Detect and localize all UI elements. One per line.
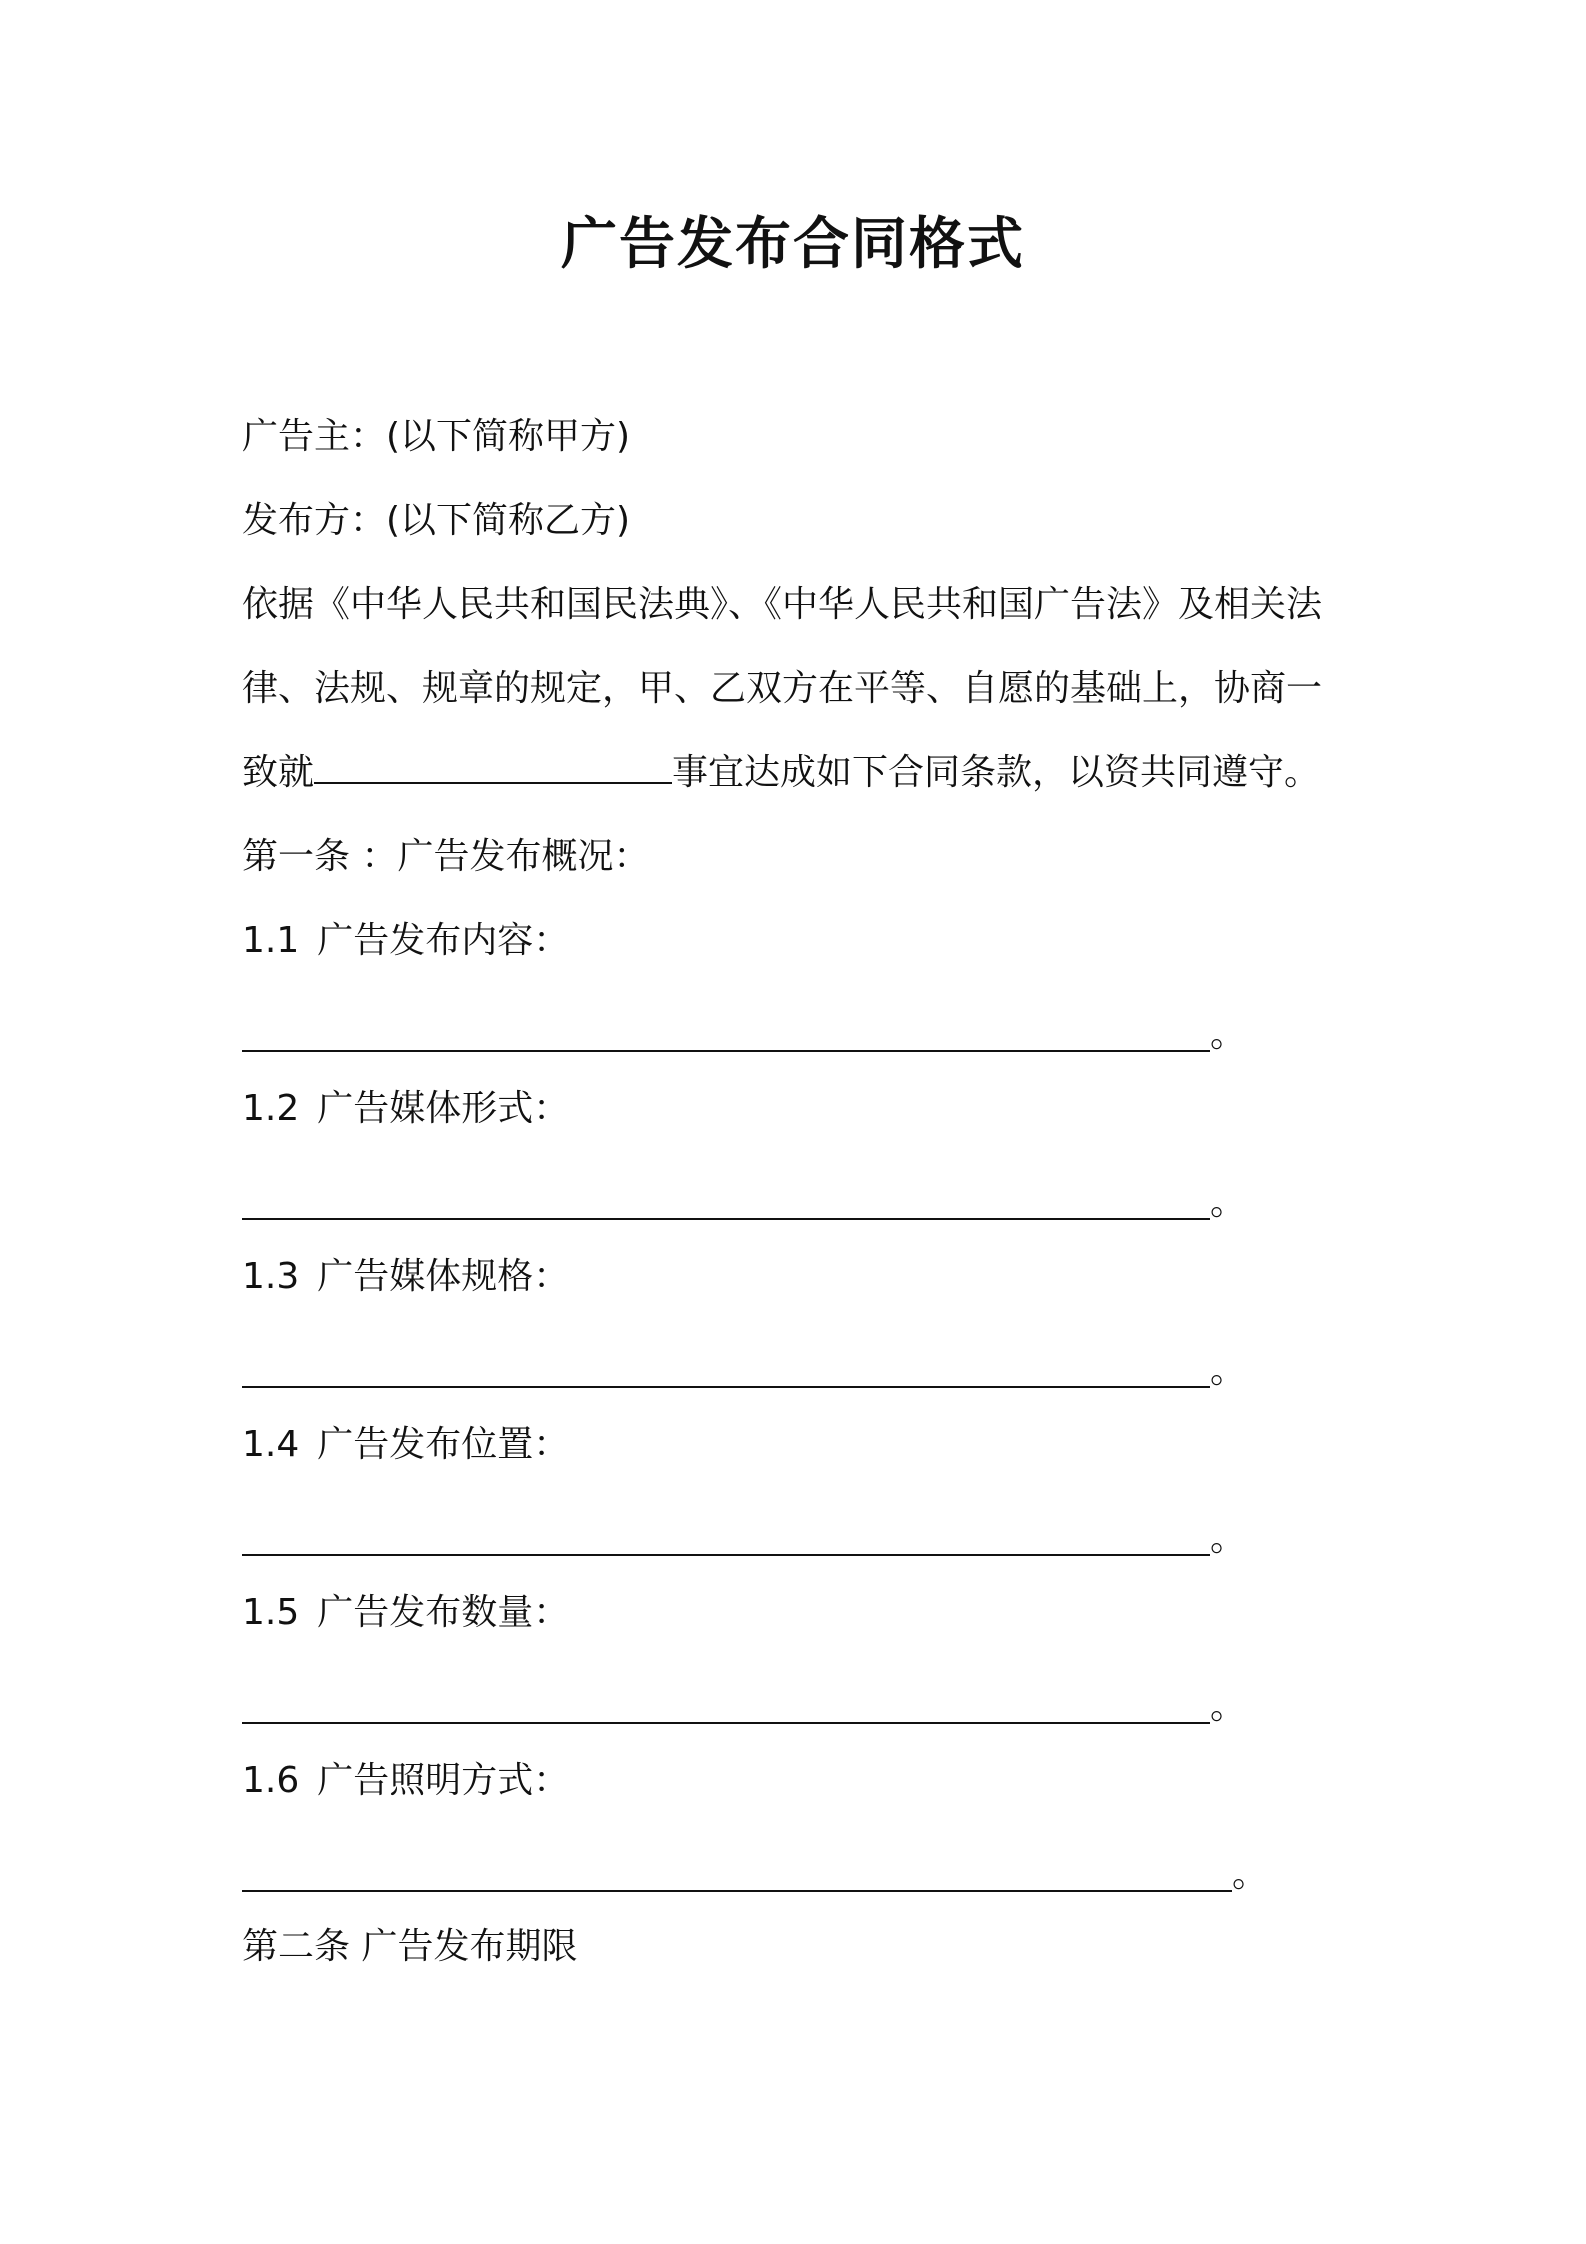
document-title: 广告发布合同格式	[561, 212, 1025, 277]
article2-heading: 第二条 广告发布期限	[242, 1926, 578, 1967]
item-1-6-fill-line[interactable]	[242, 1850, 1269, 1900]
item-label: 广告媒体规格：	[317, 1256, 570, 1297]
item-label: 广告发布内容：	[317, 920, 570, 961]
preamble-line-3-suffix: 事宜达成如下合同条款，以资共同遵守。	[672, 752, 1321, 793]
line-end-period: 。	[1210, 1518, 1247, 1559]
item-label: 广告发布位置：	[317, 1424, 570, 1465]
preamble-line-3-prefix: 致就	[242, 752, 315, 793]
publisher-line: 发布方：(以下简称乙方)	[242, 500, 631, 541]
item-number: 1.6	[242, 1760, 300, 1801]
item-1-3-fill-line[interactable]	[242, 1346, 1247, 1396]
preamble-line-1: 依据《中华人民共和国民法典》、《中华人民共和国广告法》及相关法	[242, 584, 1323, 625]
item-1-6-label	[242, 1756, 569, 1806]
item-1-5-fill-line[interactable]	[242, 1682, 1247, 1732]
line-end-period: 。	[1232, 1854, 1269, 1895]
item-1-2-label	[242, 1084, 569, 1134]
item-label: 广告照明方式：	[317, 1760, 570, 1801]
item-1-1-fill-line[interactable]	[242, 1010, 1247, 1060]
item-1-2-fill-line[interactable]	[242, 1178, 1247, 1228]
item-number: 1.3	[242, 1256, 300, 1297]
fill-rule	[242, 1722, 1210, 1724]
fill-rule	[242, 1050, 1210, 1052]
line-end-period: 。	[1210, 1686, 1247, 1727]
preamble-line-3	[242, 748, 1320, 798]
item-1-5-label	[242, 1588, 569, 1638]
item-number: 1.2	[242, 1088, 300, 1129]
line-end-period: 。	[1210, 1182, 1247, 1223]
item-number: 1.4	[242, 1424, 300, 1465]
item-1-3-label	[242, 1252, 569, 1302]
advertiser-line: 广告主：(以下简称甲方)	[242, 416, 631, 457]
line-end-period: 。	[1210, 1350, 1247, 1391]
article1-heading: 第一条 ：广告发布概况：	[242, 836, 650, 877]
fill-rule	[242, 1890, 1232, 1892]
fill-rule	[242, 1386, 1210, 1388]
item-number: 1.1	[242, 920, 300, 961]
fill-rule	[242, 1554, 1210, 1556]
matter-blank[interactable]	[314, 748, 672, 784]
item-number: 1.5	[242, 1592, 300, 1633]
item-1-4-label	[242, 1420, 569, 1470]
item-1-4-fill-line[interactable]	[242, 1514, 1247, 1564]
fill-rule	[242, 1218, 1210, 1220]
line-end-period: 。	[1210, 1014, 1247, 1055]
item-label: 广告媒体形式：	[317, 1088, 570, 1129]
item-1-1-label	[242, 916, 569, 966]
preamble-line-2: 律、法规、规章的规定，甲、乙双方在平等、自愿的基础上，协商一	[242, 668, 1323, 709]
item-label: 广告发布数量：	[317, 1592, 570, 1633]
